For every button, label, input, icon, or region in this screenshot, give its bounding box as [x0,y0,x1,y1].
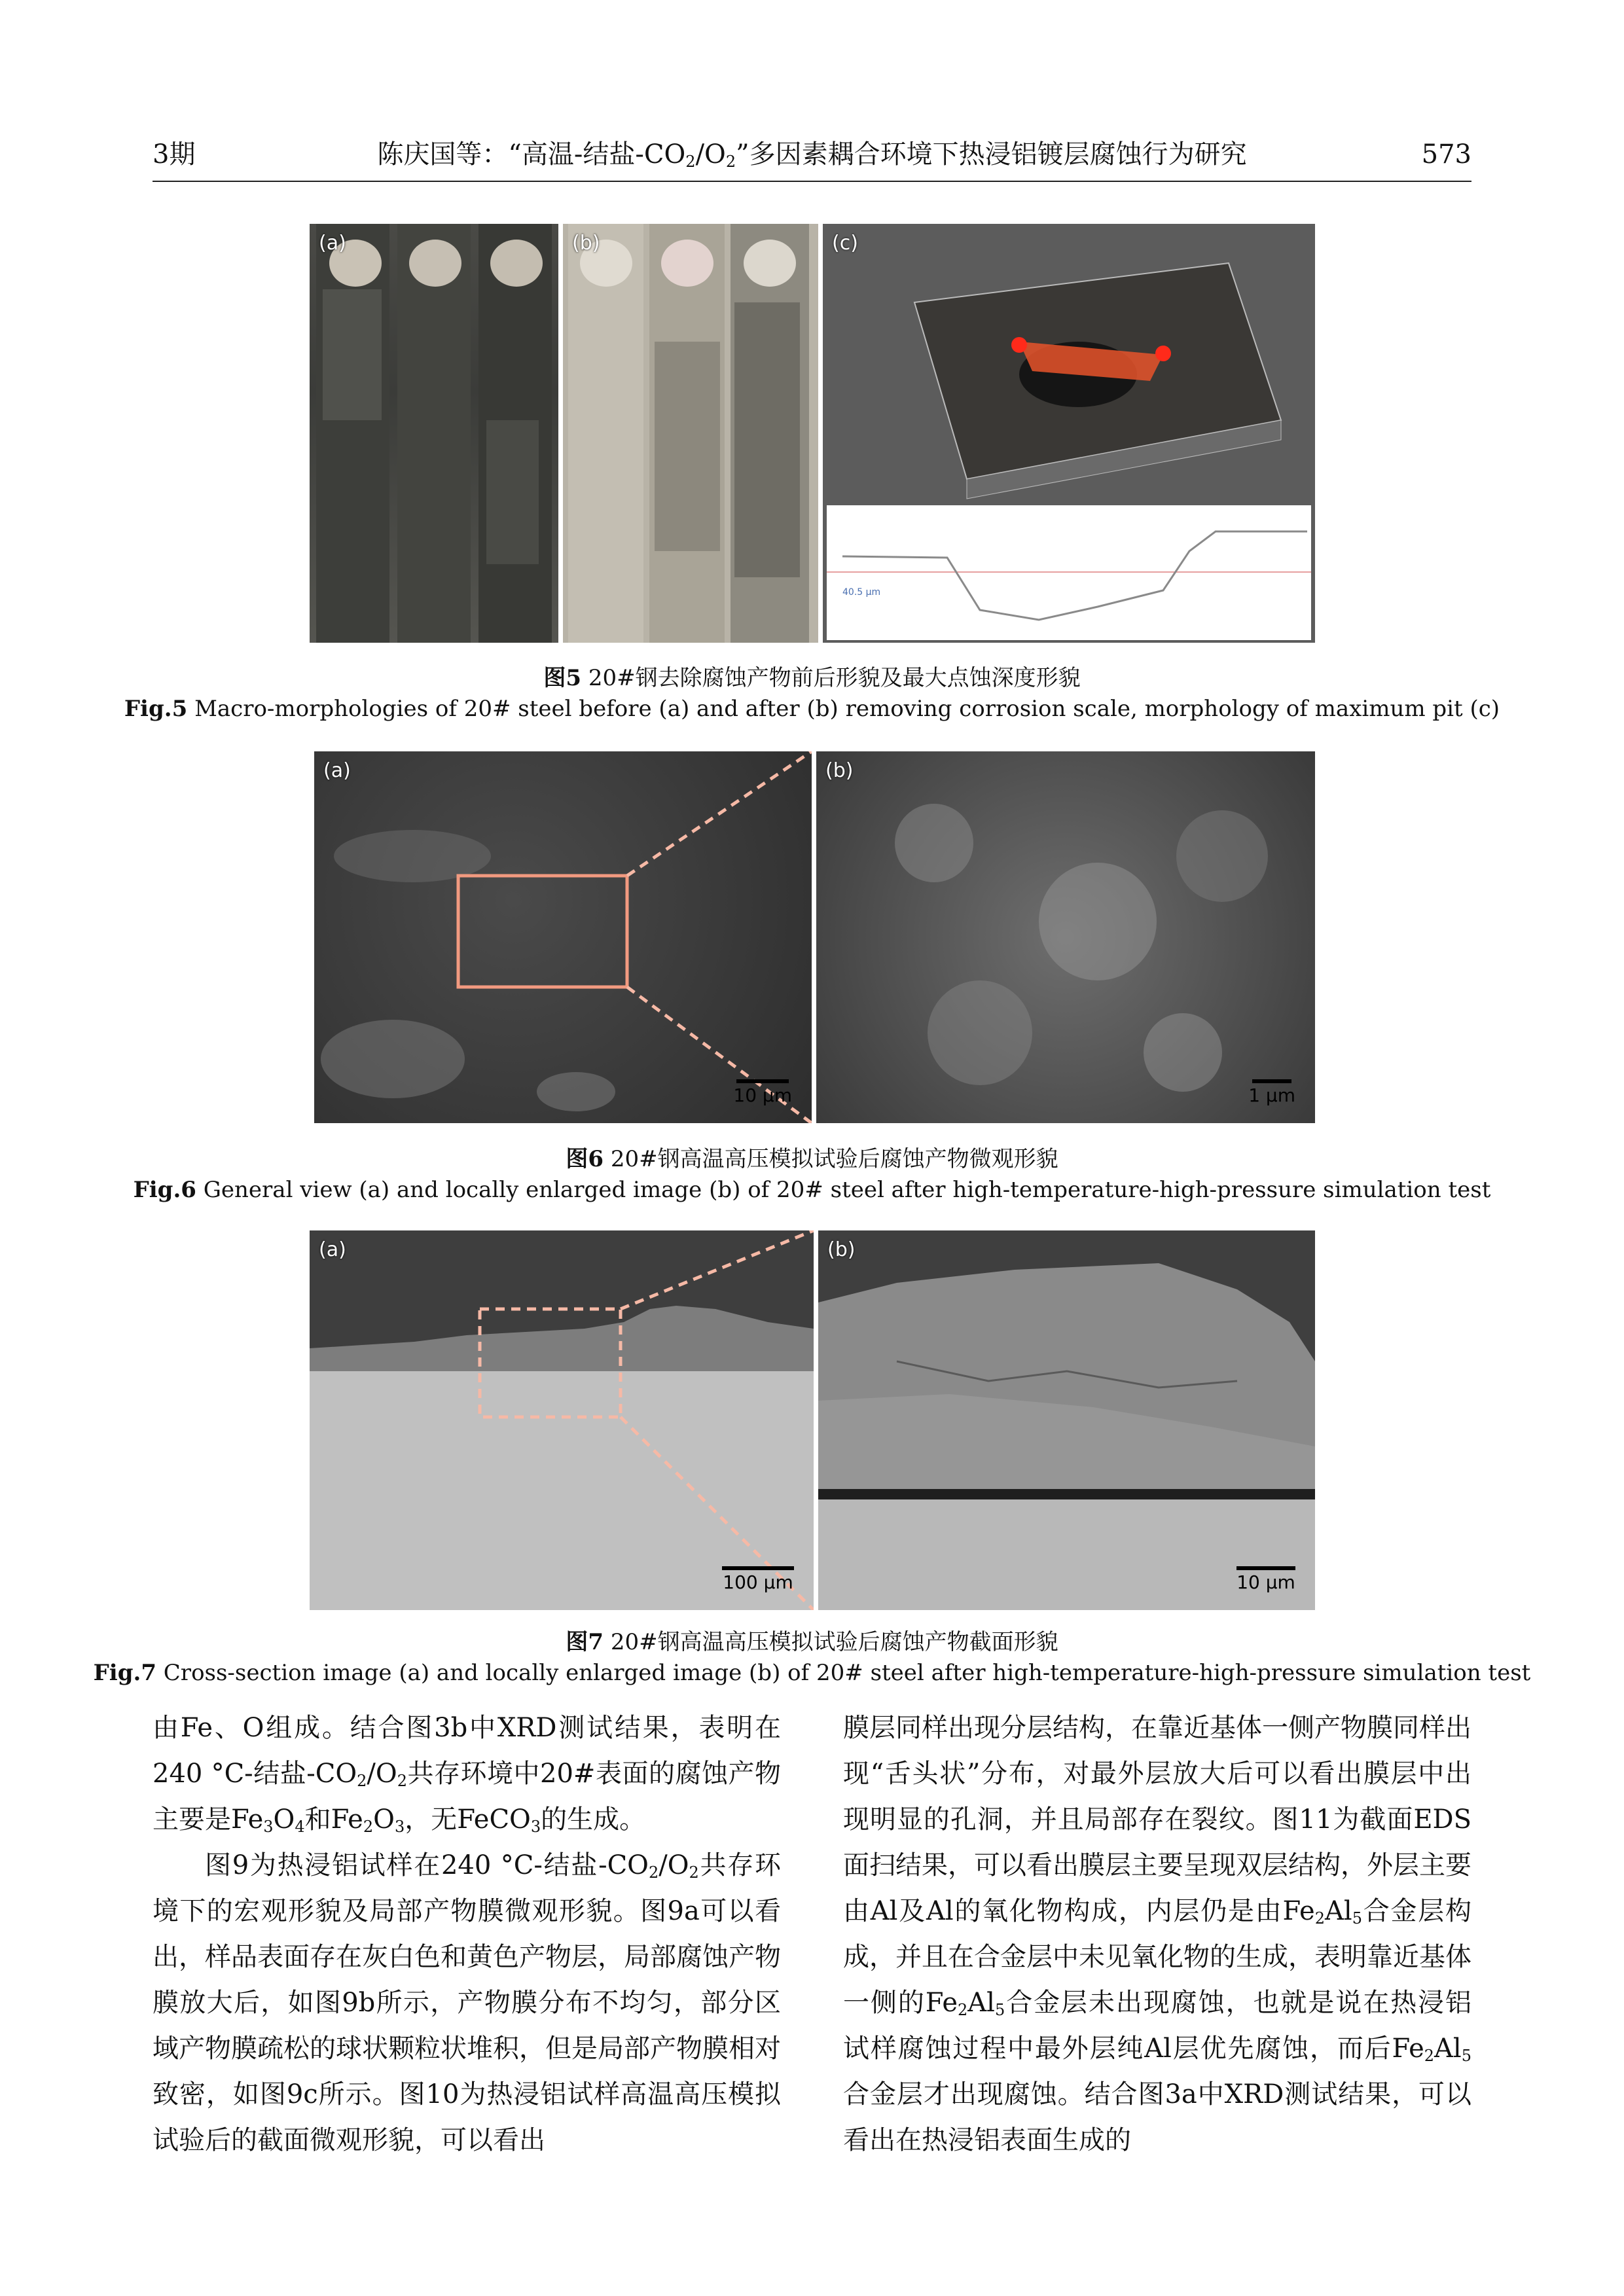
text-run: Al [967,1988,995,2018]
fig7-number: 图7 [566,1629,604,1655]
subscript: 2 [357,1772,367,1790]
fig5-panel-b [563,224,818,643]
fig5-number: 图5 [543,665,582,691]
text-run: 共存环境中20#表面的腐蚀产物主要是Fe [153,1759,781,1835]
fig5-caption-en [0,695,1624,723]
subscript: 5 [1461,2047,1471,2065]
text-run: ，无FeCO [405,1804,531,1835]
issue-number: 3期 [153,139,196,170]
fig5-label-a: (a) [319,232,346,255]
fig6b-scale-text: 1 μm [1248,1085,1295,1106]
title-sub: 2 [685,152,696,171]
text-run: 由Fe、O组成。结合图3b中XRD测试结果，表明在240 °C-结盐-CO [153,1713,781,1789]
fig6-caption-cn [0,1145,1624,1173]
fig7-caption-cn [0,1628,1624,1656]
text-run: 共存环境下的宏观形貌及局部产物膜微观形貌。图9a可以看出，样品表面存在灰白色和黄色产物层，局部腐蚀产物膜放大后，如图9b所示，产物膜分布不均匀，部分区域产物膜疏松的球状颗粒状堆积，但是局部产物膜相对致密，如图9c所示。图10为热浸铝试样高温高压模拟试验后的截面微观形貌，可以看出 [153,1850,782,2155]
title-part: 陈庆国等：“高温-结盐-CO [377,139,686,170]
title-part: ”多因素耦合环境下热浸铝镀层腐蚀行为研究 [736,139,1247,170]
text-run: O [373,1804,395,1835]
subscript: 2 [958,2001,968,2019]
fig7a-cross-section [310,1230,814,1610]
subscript: 5 [994,2001,1005,2019]
fig7-panel-b [818,1230,1315,1610]
fig7-label-b: (b) [827,1238,856,1261]
subscript: 5 [1352,1909,1362,1928]
text-run: O [273,1804,295,1835]
fig6-title-cn: 20#钢高温高压模拟试验后腐蚀产物微观形貌 [610,1146,1058,1172]
running-title [0,139,1624,170]
fig6-panel-a [314,751,812,1123]
subscript: 4 [295,1818,305,1836]
fig5-label-c: (c) [832,232,858,255]
fig6a-scale-bar [733,1079,792,1106]
subscript: 2 [397,1772,407,1790]
fig7b-scale-text: 10 μm [1236,1571,1295,1593]
fig6-panel-b [816,751,1315,1123]
fig7a-scale-bar [722,1566,794,1593]
fig5b-strips [563,224,818,643]
fig6b-scale-bar [1248,1079,1295,1106]
fig7-number-en: Fig.7 [93,1660,156,1686]
page-number: 573 [1421,139,1471,170]
fig5-title-cn: 20#钢去除腐蚀产物前后形貌及最大点蚀深度形貌 [588,665,1081,691]
body-right-column [843,1705,1471,2163]
subscript: 3 [394,1818,405,1836]
text-run: 图9为热浸铝试样在240 °C-结盐-CO [205,1850,649,1880]
fig5-panel-a [310,224,558,643]
fig7-title-en: Cross-section image (a) and locally enlarged image (b) of 20# steel after high-temperature-high-pressure simulation test [163,1660,1531,1686]
text-run: 和Fe [304,1804,363,1835]
fig5a-strips [310,224,558,643]
fig7b-scale-bar [1236,1566,1295,1593]
subscript: 3 [263,1818,274,1836]
text-run: Al [1434,2034,1462,2064]
text-run: /O [659,1850,689,1880]
paragraph [153,1842,781,2163]
fig6-number-en: Fig.6 [133,1177,196,1203]
paragraph [153,1705,781,1842]
title-sub: 2 [725,152,736,171]
subscript: 2 [689,1863,699,1882]
fig7b-cross-section [818,1230,1315,1610]
subscript: 3 [530,1818,541,1836]
fig6-title-en: General view (a) and locally enlarged image (b) of 20# steel after high-temperature-high-pressure simulation test [203,1177,1491,1203]
header-rule [153,181,1471,182]
fig5-caption-cn [0,664,1624,692]
text-run: 膜层同样出现分层结构，在靠近基体一侧产物膜同样出现“舌头状”分布，对最外层放大后可以看出膜层中出现明显的孔洞，并且局部存在裂纹。图11为截面EDS面扫结果，可以看出膜层主要呈现双层结构，外层主要由Al及Al的氧化物构成，内层仍是由Fe [843,1713,1471,1926]
fig6b-micrograph [816,751,1315,1123]
text-run: /O [367,1759,397,1789]
fig7-label-a: (a) [319,1238,346,1261]
fig6-number: 图6 [566,1146,604,1172]
fig7a-scale-text: 100 μm [723,1571,793,1593]
fig6-label-b: (b) [825,759,854,782]
subscript: 2 [1314,1909,1325,1928]
fig5-title-en: Macro-morphologies of 20# steel before (a) and after (b) removing corrosion scale, morphology of maximum pit (c) [194,696,1500,722]
fig7-panel-a [310,1230,814,1610]
text-run: 合金层才出现腐蚀。结合图3a中XRD测试结果，可以看出在热浸铝表面生成的 [843,2079,1471,2155]
subscript: 2 [648,1863,659,1882]
subscript: 2 [363,1818,374,1836]
text-run: 合金层未出现腐蚀，也就是说在热浸铝试样腐蚀过程中最外层纯Al层优先腐蚀，而后Fe [843,1988,1471,2064]
fig5c-profile-depth: 40.5 μm [842,587,881,598]
fig6a-scale-text: 10 μm [733,1085,792,1106]
fig7-caption-en [0,1659,1624,1687]
title-part: /O [695,139,726,170]
fig5-label-b: (b) [572,232,600,255]
fig5-number-en: Fig.5 [124,696,188,722]
fig5c-3d-view [823,224,1315,643]
text-run: Al [1325,1896,1352,1926]
fig5-panel-c [823,224,1315,643]
text-run: 的生成。 [541,1804,646,1835]
subscript: 2 [1424,2047,1435,2065]
fig7-title-cn: 20#钢高温高压模拟试验后腐蚀产物截面形貌 [610,1629,1058,1655]
fig6-caption-en [0,1176,1624,1204]
text-run: 合金层构成，并且在合金层中未见氧化物的生成，表明靠近基体一侧的Fe [843,1896,1471,2018]
fig6a-micrograph [314,751,812,1123]
body-left-column [153,1705,781,2163]
paragraph [843,1705,1471,2163]
fig6-label-a: (a) [323,759,351,782]
